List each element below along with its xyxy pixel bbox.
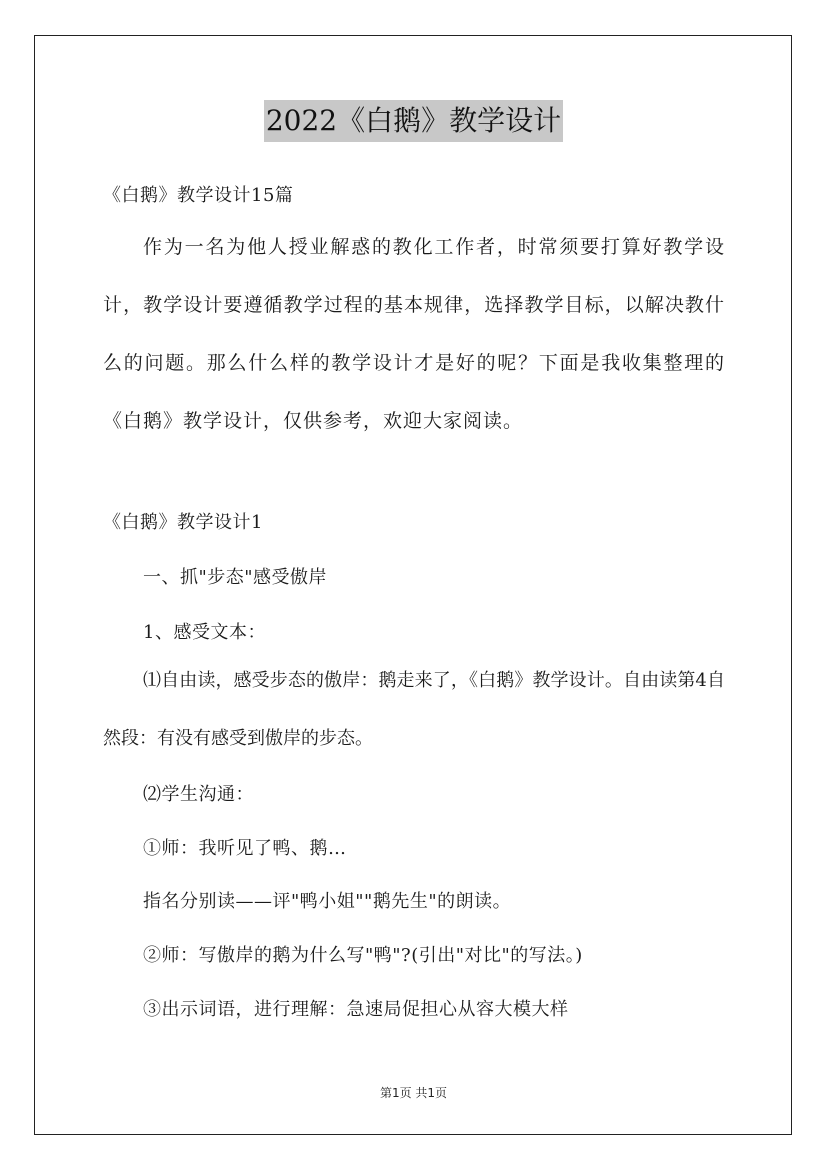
list-item-2: ②师：写傲岸的鹅为什么写"鸭"?(引出"对比"的写法。)	[143, 945, 583, 966]
title-wrapper	[0, 100, 827, 142]
part-heading: 一、抓"步态"感受傲岸	[143, 567, 328, 588]
page-footer: 第1页 共1页	[379, 1086, 448, 1100]
list-item-3: ③出示词语，进行理解：急速局促担心从容大模大样	[143, 999, 569, 1020]
intro-paragraph: 作为一名为他人授业解惑的教化工作者，时常须要打算好教学设计，教学设计要遵循教学过程的基本规律，选择教学目标，以解决教什么的问题。那么什么样的教学设计才是好的呢？下面是我收集整理的《白鹅》教学设计，仅供参考，欢迎大家阅读。	[103, 236, 725, 432]
document-title: 2022《白鹅》教学设计	[264, 100, 563, 142]
list-item-1-note: 指名分别读——评"鸭小姐""鹅先生"的朗读。	[143, 891, 512, 912]
step-2: ⑵学生沟通：	[143, 784, 254, 805]
step-1-detail: ⑴自由读，感受步态的傲岸：鹅走来了，《白鹅》教学设计。自由读第4自然段：有没有感受到傲岸的步态。	[103, 670, 725, 749]
section-heading: 《白鹅》教学设计1	[103, 512, 263, 533]
list-item-1: ①师：我听见了鸭、鹅…	[143, 838, 347, 859]
step-1: 1、感受文本：	[143, 622, 266, 643]
subtitle: 《白鹅》教学设计15篇	[103, 185, 294, 206]
